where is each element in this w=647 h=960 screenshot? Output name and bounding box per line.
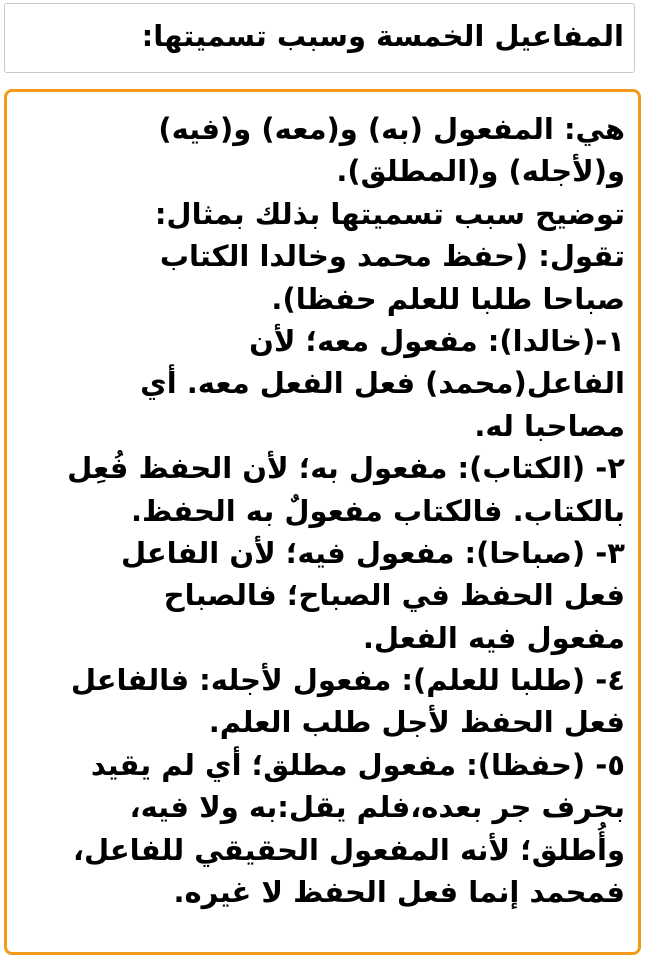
content-line: ٥- (حفظا): مفعول مطلق؛ أي لم يقيد	[90, 747, 625, 782]
content-line: الفاعل(محمد) فعل الفعل معه. أي	[140, 366, 625, 401]
content-line: هي: المفعول (به) و(معه) و(فيه)	[158, 112, 625, 146]
content-line: فمحمد إنما فعل الحفظ لا غيره.	[173, 875, 625, 910]
content-line: و(لأجله) و(المطلق).	[336, 154, 625, 189]
content-line: بحرف جر بعده،فلم يقل:به ولا فيه،	[129, 790, 625, 825]
content-line: صباحا طلبا للعلم حفظا).	[271, 281, 625, 316]
content-line: بالكتاب. فالكتاب مفعولٌ به الحفظ.	[131, 493, 625, 528]
content-line: تقول: (حفظ محمد وخالدا الكتاب	[159, 239, 625, 274]
content-line: فعل الحفظ لأجل طلب العلم.	[208, 705, 625, 740]
content-line: توضيح سبب تسميتها بذلك بمثال:	[154, 196, 625, 231]
content-line: ٤- (طلبا للعلم): مفعول لأجله: فالفاعل	[70, 663, 625, 698]
content-line: فعل الحفظ في الصباح؛ فالصباح	[163, 578, 625, 613]
page-title: المفاعيل الخمسة وسبب تسميتها:	[141, 19, 624, 53]
content-line: مفعول فيه الفعل.	[362, 620, 625, 655]
content-line: مصاحبا له.	[474, 408, 625, 443]
content-line: ٣- (صباحا): مفعول فيه؛ لأن الفاعل	[120, 535, 625, 570]
content-frame	[4, 89, 641, 955]
content-line: ١-(خالدا): مفعول معه؛ لأن	[249, 323, 625, 358]
title-box	[4, 3, 635, 73]
content-line: وأُطلق؛ لأنه المفعول الحقيقي للفاعل،	[72, 832, 625, 867]
content-text	[19, 108, 625, 913]
content-line: ٢- (الكتاب): مفعول به؛ لأن الحفظ فُعِل	[67, 451, 625, 486]
